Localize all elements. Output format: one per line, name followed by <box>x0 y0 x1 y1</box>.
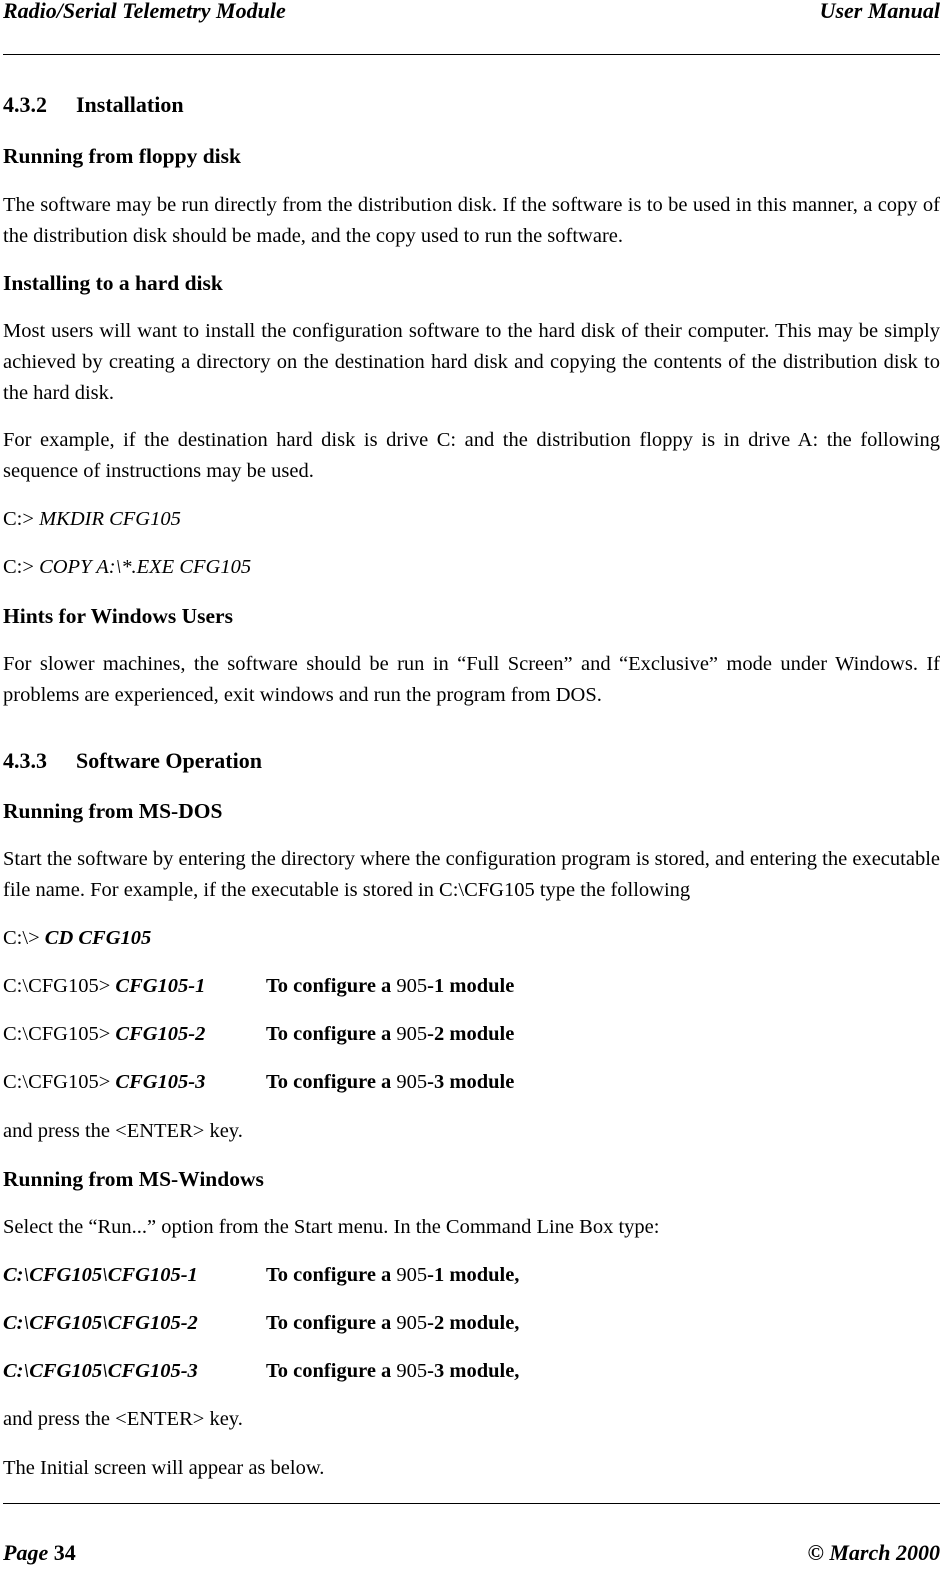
paragraph-initial-screen: The Initial screen will appear as below. <box>3 1457 325 1479</box>
command-description: To configure a <box>266 1071 392 1093</box>
command-description: To configure a <box>266 1360 392 1382</box>
section-number: 4.3.2 <box>3 92 47 117</box>
subheading-floppy: Running from floppy disk <box>3 144 241 168</box>
module-suffix: -3 module <box>427 1071 515 1093</box>
command-prompt: C:\CFG105> <box>3 1071 111 1093</box>
command-cell <box>3 1019 266 1050</box>
command-prompt: C:> <box>3 508 34 530</box>
page-number <box>3 1540 76 1566</box>
paragraph-windows-hints: For slower machines, the software should be run in “Full Screen” and “Exclusive” mode under Windows. If problems are experienced, exit windows and run the program from DOS. <box>3 653 940 706</box>
footer-copyright: © March 2000 <box>807 1540 940 1565</box>
subheading-ms-dos: Running from MS-DOS <box>3 799 223 823</box>
command-line-mkdir <box>3 504 940 535</box>
command-description: To configure a <box>266 1264 392 1286</box>
command-line-cd <box>3 923 940 954</box>
section-title: Software Operation <box>76 748 262 773</box>
command-prompt: C:\CFG105> <box>3 975 111 997</box>
subheading-ms-windows: Running from MS-Windows <box>3 1167 264 1191</box>
page-number-value: 34 <box>53 1540 76 1565</box>
section-title: Installation <box>76 92 184 117</box>
module-model: 905 <box>396 1023 428 1045</box>
page-body <box>3 0 940 1500</box>
footer-rule <box>3 1503 940 1504</box>
command-line-win-1 <box>3 1260 940 1291</box>
paragraph-hard-disk: Most users will want to install the configuration software to the hard disk of their computer. This may be simply achieved by creating a directory on the destination hard disk and copying the contents of the distribution disk to the hard disk. <box>3 320 940 404</box>
paragraph-press-enter-dos: and press the <ENTER> key. <box>3 1120 243 1142</box>
module-suffix: -1 module <box>427 975 515 997</box>
command-description: To configure a <box>266 975 392 997</box>
section-heading-4-3-3 <box>3 745 940 776</box>
module-suffix: -2 module, <box>427 1312 520 1334</box>
paragraph-ms-windows: Select the “Run...” option from the Start menu. In the Command Line Box type: <box>3 1216 660 1238</box>
command-text: COPY A:\*.EXE CFG105 <box>39 556 252 578</box>
subheading-hard-disk: Installing to a hard disk <box>3 271 223 295</box>
module-model: 905 <box>396 1360 428 1382</box>
paragraph-floppy: The software may be run directly from the distribution disk. If the software is to be used in this manner, a copy of the distribution disk should be made, and the copy used to run the software. <box>3 194 940 247</box>
module-model: 905 <box>396 1312 428 1334</box>
module-model: 905 <box>396 1264 428 1286</box>
header-manual-label: User Manual <box>819 0 940 23</box>
header-title: Radio/Serial Telemetry Module <box>3 0 286 23</box>
command-line-dos-3 <box>3 1067 940 1098</box>
module-suffix: -3 module, <box>427 1360 520 1382</box>
paragraph-ms-dos: Start the software by entering the directory where the configuration program is stored, and entering the executable file name. For example, if the executable is stored in C:\CFG105 type the following <box>3 848 940 901</box>
command-text: C:\CFG105\CFG105-2 <box>3 1312 198 1334</box>
command-description: To configure a <box>266 1312 392 1334</box>
command-line-win-3 <box>3 1356 940 1387</box>
command-description: To configure a <box>266 1023 392 1045</box>
command-prompt: C:\CFG105> <box>3 1023 111 1045</box>
command-cell <box>3 971 266 1002</box>
command-text: CFG105-3 <box>115 1071 206 1093</box>
module-suffix: -2 module <box>427 1023 515 1045</box>
command-text: CD CFG105 <box>44 927 152 949</box>
page-label: Page <box>3 1540 49 1565</box>
subheading-windows-hints: Hints for Windows Users <box>3 604 233 628</box>
module-suffix: -1 module, <box>427 1264 520 1286</box>
paragraph-press-enter-windows: and press the <ENTER> key. <box>3 1408 243 1430</box>
command-line-dos-2 <box>3 1019 940 1050</box>
command-text: CFG105-2 <box>115 1023 206 1045</box>
command-text: MKDIR CFG105 <box>39 508 181 530</box>
command-text: CFG105-1 <box>115 975 206 997</box>
command-line-copy <box>3 552 940 583</box>
command-line-win-2 <box>3 1308 940 1339</box>
command-prompt: C:\> <box>3 927 40 949</box>
paragraph-example: For example, if the destination hard disk is drive C: and the distribution floppy is in drive A: the following sequence of instructions may be used. <box>3 429 940 482</box>
command-cell <box>3 1067 266 1098</box>
command-text: C:\CFG105\CFG105-1 <box>3 1264 198 1286</box>
section-number: 4.3.3 <box>3 748 47 773</box>
command-text: C:\CFG105\CFG105-3 <box>3 1360 198 1382</box>
module-model: 905 <box>396 1071 428 1093</box>
module-model: 905 <box>396 975 428 997</box>
section-heading-4-3-2 <box>3 89 940 120</box>
command-prompt: C:> <box>3 556 34 578</box>
page-footer <box>3 1540 940 1570</box>
command-line-dos-1 <box>3 971 940 1002</box>
